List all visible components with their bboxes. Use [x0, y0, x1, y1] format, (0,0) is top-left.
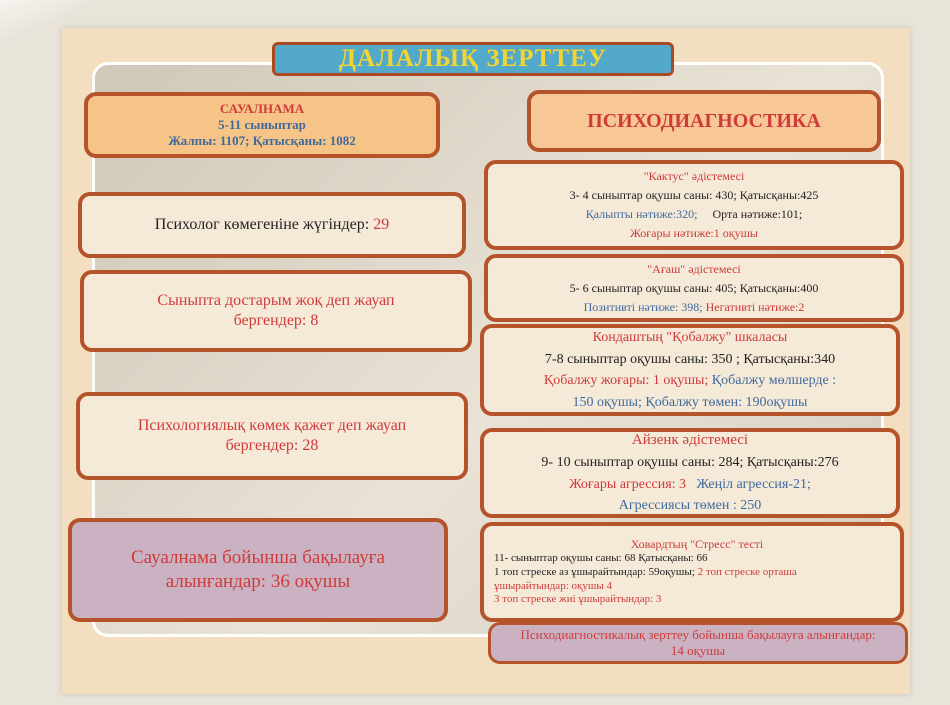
eysenck-line1: 9- 10 сыныптар оқушы саны: 284; Қатысқаны:276 [541, 455, 839, 471]
stress-line4: 3 топ стреске жиі ұшырайтындар: 3 [494, 593, 662, 606]
friends-label: Сыныпта достарым жоқ деп жауап бергендер: 8 [157, 292, 395, 329]
survey-grades: 5-11 сыныптар [218, 116, 306, 132]
eysenck-title: Айзенк әдістемесі [631, 432, 749, 449]
kondash-box [480, 324, 900, 416]
tree-line2 [584, 300, 805, 315]
cactus-medium: Орта нәтиже:101; [712, 207, 803, 221]
help-text: Психолог көмегеніне жүгіндер: [154, 216, 374, 233]
eysenck-line3: Агрессиясы төмен : 250 [618, 498, 762, 514]
psychodiagnostics-title: ПСИХОДИАГНОСТИКА [587, 109, 821, 132]
cactus-line3: Жоғары нәтиже:1 оқушы [630, 226, 758, 240]
kondash-title: Кондаштың "Қобалжу" шкаласы [592, 330, 788, 345]
survey-box [84, 92, 440, 158]
stress-group2: 2 топ стреске орташа [697, 565, 797, 578]
help-value: 29 [373, 216, 390, 233]
cactus-line1: 3- 4 сыныптар оқушы саны: 430; Қатысқаны:425 [569, 188, 819, 202]
help-label [155, 215, 389, 235]
kondash-moderate: Қобалжу мөлшерде : [711, 373, 837, 388]
left-box-help [78, 192, 466, 258]
footer-box [488, 622, 908, 664]
survey-heading: САУАЛНАМА [219, 100, 305, 116]
cactus-line2 [586, 207, 803, 222]
tree-title: "Ағаш" әдістемесі [647, 261, 741, 276]
tree-line1: 5- 6 сыныптар оқушы саны: 405; Қатысқаны:400 [569, 280, 819, 295]
stress-line2 [494, 566, 797, 580]
left-box-monitored [68, 518, 448, 622]
cactus-normal: Қалыпты нәтиже:320; [585, 207, 698, 221]
footer-text: Психодиагностикалық зерттеу бойынша бақылауға алынғандар: 14 оқушы [520, 626, 876, 658]
stress-group1: 1 топ стреске аз ұшырайтындар: 59оқушы; [494, 565, 695, 578]
stress-line3: ұшырайтындар: оқушы 4 [494, 579, 612, 592]
poster-title: ДАЛАЛЫҚ ЗЕРТТЕУ [272, 42, 674, 76]
cactus-box [484, 160, 904, 250]
kondash-line2 [544, 372, 836, 390]
eysenck-mild: Жеңіл агрессия-21; [696, 476, 811, 492]
survey-totals: Жалпы: 1107; Қатысқаны: 1082 [168, 133, 356, 149]
eysenck-box [480, 428, 900, 518]
kondash-line3: 150 оқушы; Қобалжу төмен: 190оқушы [572, 394, 808, 410]
stress-box [480, 522, 904, 622]
eysenck-line2 [569, 476, 811, 494]
eysenck-high: Жоғары агрессия: 3 [569, 476, 687, 492]
left-box-friends [80, 270, 472, 352]
left-box-need-help [76, 392, 468, 480]
tree-box [484, 254, 904, 322]
cactus-title: "Кактус" әдістемесі [643, 169, 745, 183]
monitored-label: Сауалнама бойынша бақылауға алынғандар: 36 оқушы [130, 547, 385, 592]
stress-line1: 11- сыныптар оқушы саны: 68 Қатысқаны: 66 [494, 552, 708, 564]
need-help-label: Психологиялық көмек қажет деп жауап бергендер: 28 [137, 417, 407, 454]
kondash-high: Қобалжу жоғары: 1 оқушы; [543, 373, 709, 388]
stress-title: Ховардтың "Стресс" тесті [630, 537, 764, 551]
psychodiagnostics-header [527, 90, 881, 152]
tree-positive: Позитивті нәтиже: 398; [583, 299, 703, 314]
kondash-line1: 7-8 сыныптар оқушы саны: 350 ; Қатысқаны:340 [544, 351, 836, 367]
tree-negative: Негативті нәтиже:2 [705, 299, 805, 314]
